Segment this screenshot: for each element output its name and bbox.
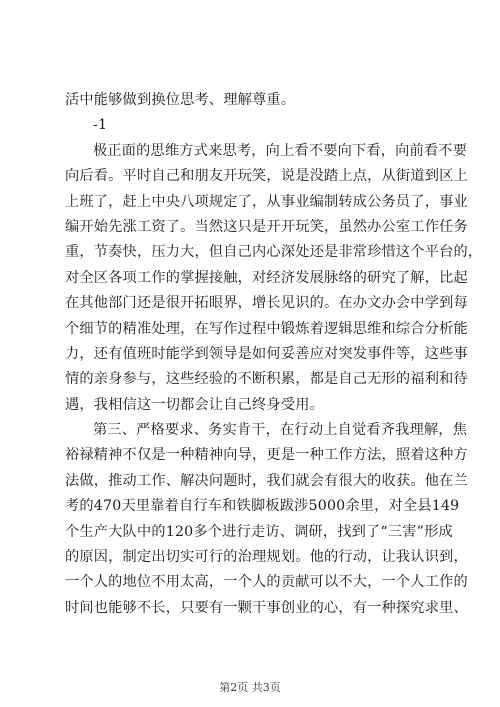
- text-line: 个生产大队中的120多个进行走访、调研，找到了“三害”形成: [65, 523, 453, 540]
- text-line: 在其他部门还是很开拓眼界，增长见识的。在办文办会中学到每: [65, 295, 468, 312]
- text-line: 上班了，赶上中央八项规定了，从事业编制转成公务员了，事业: [65, 193, 468, 210]
- text-line: 考的470天里靠着自行车和铁脚板跋涉5000余里，对全县149: [65, 498, 460, 515]
- page-footer: 第2页 共3页: [219, 681, 281, 694]
- text-line: 力，还有值班时能学到领导是如何妥善应对突发事件等，这些事: [65, 345, 468, 362]
- text-line: 的原因，制定出切实可行的治理规划。他的行动，让我认识到，: [65, 549, 468, 566]
- text-line: 第三、严格要求、务实肯干，在行动上自觉看齐我理解，焦: [93, 422, 468, 439]
- text-line: 编开始先涨工资了。当然这只是开开玩笑，虽然办公室工作任务: [65, 218, 468, 235]
- text-line: 时间也能够不长，只要有一颗干事创业的心，有一种探究求里、: [65, 599, 468, 616]
- text-line: 情的亲身参与，这些经验的不断积累，都是自己无形的福利和待: [65, 371, 468, 388]
- text-line: -1: [93, 117, 108, 134]
- text-line: 裕禄精神不仅是一种精神向导，更是一种工作方法，照着这种方: [65, 447, 468, 464]
- body-text: [65, 88, 483, 621]
- text-line: 遇，我相信这一切都会让自己终身受用。: [65, 396, 324, 413]
- text-line: 一个人的地位不用太高，一个人的贡献可以不大，一个人工作的: [65, 574, 468, 591]
- text-line: 向后看。平时自己和朋友开玩笑，说是没踏上点，从街道到区上: [65, 168, 468, 185]
- text-line: 个细节的精准处理，在写作过程中锻炼着逻辑思维和综合分析能: [65, 320, 468, 337]
- text-line: 对全区各项工作的掌握接触，对经济发展脉络的研究了解，比起: [65, 269, 468, 286]
- text-line: 极正面的思维方式来思考，向上看不要向下看，向前看不要: [93, 142, 468, 159]
- text-line: 法做，推动工作、解决问题时，我们就会有很大的收获。他在兰: [65, 472, 468, 489]
- text-line: 活中能够做到换位思考、理解尊重。: [65, 92, 296, 108]
- text-line: 重，节奏快，压力大，但自己内心深处还是非常珍惜这个平台的，: [65, 244, 483, 261]
